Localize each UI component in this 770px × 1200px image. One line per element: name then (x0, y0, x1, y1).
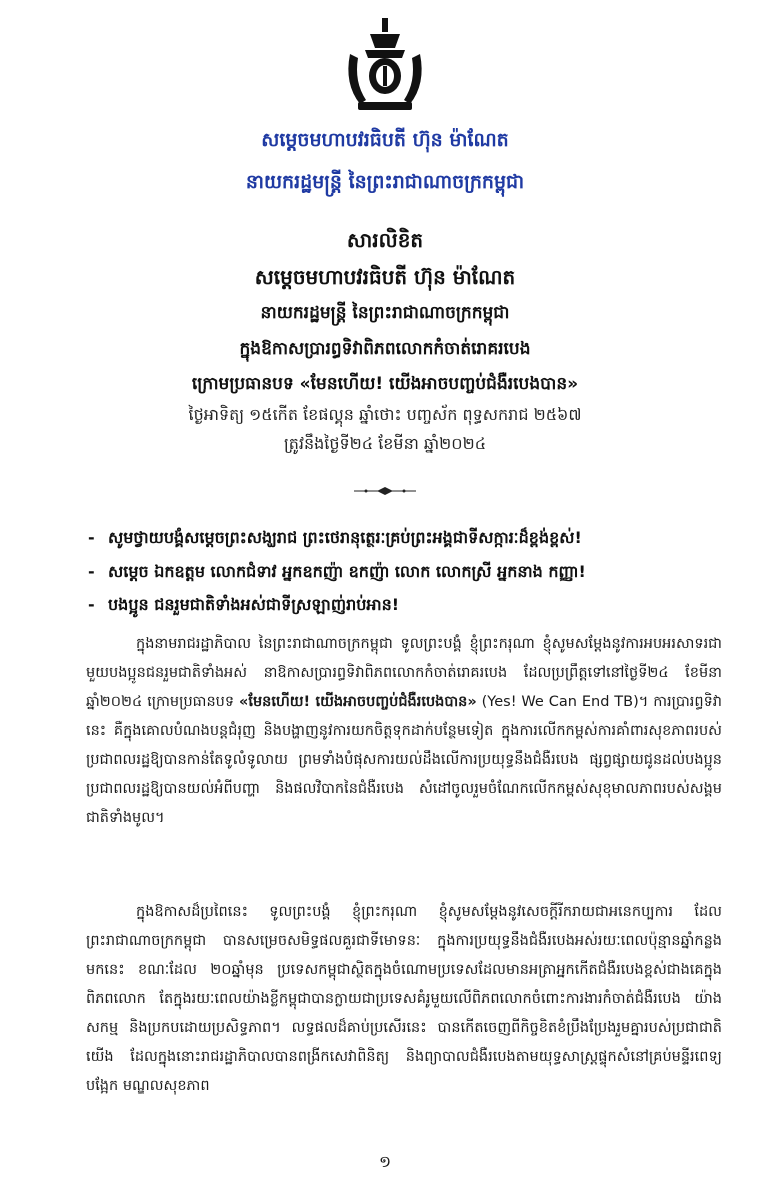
title-position: នាយករដ្ឋមន្ត្រី នៃព្រះរាជាណាចក្រកម្ពុជា (260, 303, 510, 323)
title-occasion: ក្នុងឱកាសប្រារព្ធទិវាពិភពលោកកំចាត់រោគរបេង (239, 339, 531, 359)
page-number: ១ (378, 1152, 392, 1171)
greeting-line: - សូមថ្វាយបង្គំសម្តេចព្រះសង្ឃរាជ ព្រះថេរានុត្ថេរៈគ្រប់ព្រះអង្គជាទីសក្ការៈដ៏ខ្ពង់ខ្ពស់! (88, 528, 582, 547)
document-title: សារលិខិត (346, 228, 424, 252)
greeting-text: សម្តេច ឯកឧត្តម លោកជំទាវ អ្នកឧកញ៉ា ឧកញ៉ា លោក លោកស្រី អ្នកនាង កញ្ញា! (108, 562, 586, 581)
title-theme: ក្រោមប្រធានបទ «មែនហើយ! យើងអាចបញ្ចប់ជំងឺរបេងបាន» (191, 374, 579, 394)
body-paragraph (86, 630, 722, 833)
greeting-text: សូមថ្វាយបង្គំសម្តេចព្រះសង្ឃរាជ ព្រះថេរានុត្ថេរៈគ្រប់ព្រះអង្គជាទីសក្ការៈដ៏ខ្ពង់ខ្ពស់! (108, 528, 582, 547)
greeting-text: បងប្អូន ជនរួមជាតិទាំងអស់ជាទីស្រឡាញ់រាប់អាន! (108, 595, 400, 614)
greeting-line: - សម្តេច ឯកឧត្តម លោកជំទាវ អ្នកឧកញ៉ា ឧកញ៉ា លោក លោកស្រី អ្នកនាង កញ្ញា! (88, 562, 586, 581)
paragraph-text: ក្នុងនាមរាជរដ្ឋាភិបាល នៃព្រះរាជាណាចក្រកម្ពុជា ទូលព្រះបង្គំ ខ្ញុំព្រះករុណា ខ្ញុំសូមសម្តែងនូវការអបអរសាទរជាមួយបងប្អូនជនរួមជាតិទាំងអស់ នាឱកាសប្រារព្ធទិវាពិភពលោកកំចាត់រោគរបេង ដែលប្រព្រឹត្តទៅនៅថ្ងៃទី២៤ ខែមីនា ឆ្នាំ២០២៤ ក្រោមប្រធានបទ (86, 636, 722, 710)
ornament-divider-icon (352, 486, 418, 496)
author-title: នាយករដ្ឋមន្ត្រី នៃព្រះរាជាណាចក្រកម្ពុជា (245, 171, 525, 193)
paragraph-text: (Yes! We Can End TB)។ ការប្រារព្ធទិវានេះ គឺក្នុងគោលបំណងបន្តជំរុញ និងបង្ហាញនូវការយកចិត្តទុកដាក់បន្ថែមទៀត ក្នុងការលើកកម្ពស់ការគាំពារសុខភាពរបស់ប្រជាពលរដ្ឋឱ្យបានកាន់តែទូលំទូលាយ ព្រមទាំងបំផុសការយល់ដឹងលើការប្រយុទ្ធនឹងជំងឺរបេង ផ្សព្វផ្សាយជូនដល់បងប្អូនប្រជាពលរដ្ឋឱ្យបានយល់អំពីបញ្ហា និងផលវិបាកនៃជំងឺរបេង សំដៅចូលរួមចំណែកលើកកម្ពស់សុខុមាលភាពរបស់សង្គមជាតិទាំងមូល។ (86, 694, 722, 826)
royal-coat-of-arms-icon (340, 14, 430, 114)
theme-emphasis: «មែនហើយ! យើងអាចបញ្ចប់ជំងឺរបេងបាន» (238, 694, 477, 710)
solar-date: ត្រូវនឹងថ្ងៃទី២៤ ខែមីនា ឆ្នាំ២០២៤ (283, 434, 487, 453)
title-author: សម្តេចមហាបវរធិបតី ហ៊ុន ម៉ាណែត (254, 265, 516, 289)
lunar-date: ថ្ងៃអាទិត្យ ១៥កើត ខែផល្គុន ឆ្នាំថោះ បញ្ចស័ក ពុទ្ធសករាជ ២៥៦៧ (188, 405, 582, 424)
greeting-line: - បងប្អូន ជនរួមជាតិទាំងអស់ជាទីស្រឡាញ់រាប់អាន! (88, 595, 400, 614)
body-paragraph: ក្នុងឱកាសដ៏ប្រពៃនេះ ទូលព្រះបង្គំ ខ្ញុំព្រះករុណា ខ្ញុំសូមសម្តែងនូវសេចក្តីរីករាយជាអនេកប្បការ ដែលព្រះរាជាណាចក្រកម្ពុជា បានសម្រេចសមិទ្ធផលគួរជាទីមោទនៈ ក្នុងការប្រយុទ្ធនឹងជំងឺរបេងអស់រយៈពេលប៉ុន្មានឆ្នាំកន្លងមកនេះ ខណៈដែល ២០ឆ្នាំមុន ប្រទេសកម្ពុជាស្ថិតក្នុងចំណោមប្រទេសដែលមានអត្រាអ្នកកើតជំងឺរបេងខ្ពស់ជាងគេក្នុងពិភពលោក តែក្នុងរយៈពេលយ៉ាងខ្លីកម្ពុជាបានក្លាយជាប្រទេសគំរូមួយលើពិភពលោកចំពោះការងារកំចាត់ជំងឺរបេង យ៉ាងសកម្ម និងប្រកបដោយប្រសិទ្ធភាព។ លទ្ធផលដ៏គាប់ប្រសើរនេះ បានកើតចេញពីកិច្ចខិតខំប្រឹងប្រែងរួមគ្នារបស់ប្រជាជាតិយើង ដែលក្នុងនោះរាជរដ្ឋាភិបាលបានពង្រីកសេវាពិនិត្យ និងព្យាបាលជំងឺរបេងតាមយុទ្ធសាស្ត្រផ្ទុកសំនៅគ្រប់មន្ទីរពេទ្យបង្អែក មណ្ឌលសុខភាព (86, 904, 722, 1094)
author-name: សម្តេចមហាបវរធិបតី ហ៊ុន ម៉ាណែត (261, 129, 509, 151)
